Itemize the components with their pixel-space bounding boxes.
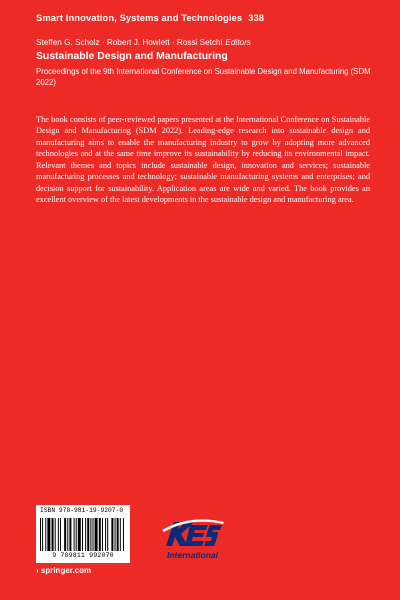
barcode-bar — [123, 518, 124, 551]
kes-logo-icon — [160, 516, 226, 550]
book-title: Sustainable Design and Manufacturing — [36, 51, 228, 62]
barcode-bar — [115, 518, 116, 551]
barcode-bar — [117, 518, 119, 551]
barcode-bar — [60, 518, 61, 551]
barcode-bar — [82, 518, 83, 551]
barcode-bar — [42, 518, 43, 551]
series-title — [36, 12, 264, 23]
editor-names: Steffen G. Scholz · Robert J. Howlett · Rossi Setchi — [36, 38, 223, 47]
book-subtitle: Proceedings of the 9th International Conference on Sustainable Design and Manufacturing (SDM 2022) — [36, 67, 371, 87]
book-description: The book consists of peer-reviewed papers presented at the International Conference on Sustainable Design and Manufacturing (SDM 2022). Leading-edge research into sustainable design and manufacturing aims to enable the manufacturing industry to grow by adopting more advanced technologies and at the same time improve its sustainability by reducing its environmental impact. Relevant themes and topics include sustainable design, innovation and services; sustainable manufacturing processes and technology; sustainable manufacturing systems and enterprises; and decision support for sustainability. Application areas are wide and varied. The book provides an excellent overview of the latest developments in the sustainable design and manufacturing area. — [36, 115, 370, 205]
barcode-bar — [40, 518, 41, 551]
series-name: Smart Innovation, Systems and Technologies — [36, 12, 243, 23]
barcode-bar — [58, 518, 59, 551]
barcode-bar — [102, 518, 103, 551]
isbn-label: ISBN 978-981-19-9207-0 — [40, 507, 124, 514]
barcode-bar — [90, 518, 91, 551]
barcode-panel — [36, 505, 130, 563]
barcode-bar — [93, 518, 94, 551]
barcode-bar — [67, 518, 68, 551]
series-number: 338 — [248, 12, 265, 23]
publisher-website[interactable]: › springer.com — [36, 566, 92, 575]
barcode-bar — [95, 518, 98, 551]
barcode-bar — [45, 518, 46, 551]
barcode-bar — [99, 518, 101, 551]
barcode-bar — [87, 518, 89, 551]
kes-logo-label: International — [167, 550, 219, 560]
barcode-bar — [120, 518, 121, 551]
editors-label: Editors — [225, 38, 251, 47]
barcode-bar — [107, 518, 108, 551]
barcode-bar — [78, 518, 81, 551]
barcode-bar — [76, 518, 77, 551]
barcode-bar — [111, 518, 113, 551]
barcode-bar — [64, 518, 66, 551]
barcode-image — [40, 518, 126, 551]
barcode-bar — [105, 518, 106, 551]
barcode-bar — [55, 518, 56, 551]
barcode-bar — [52, 518, 54, 551]
barcode-digits: 9 789811 992070 — [52, 552, 114, 559]
barcode-bar — [69, 518, 71, 551]
barcode-bar — [47, 518, 50, 551]
barcode-bar — [85, 518, 86, 551]
barcode-bar — [74, 518, 75, 551]
editors — [36, 38, 251, 47]
